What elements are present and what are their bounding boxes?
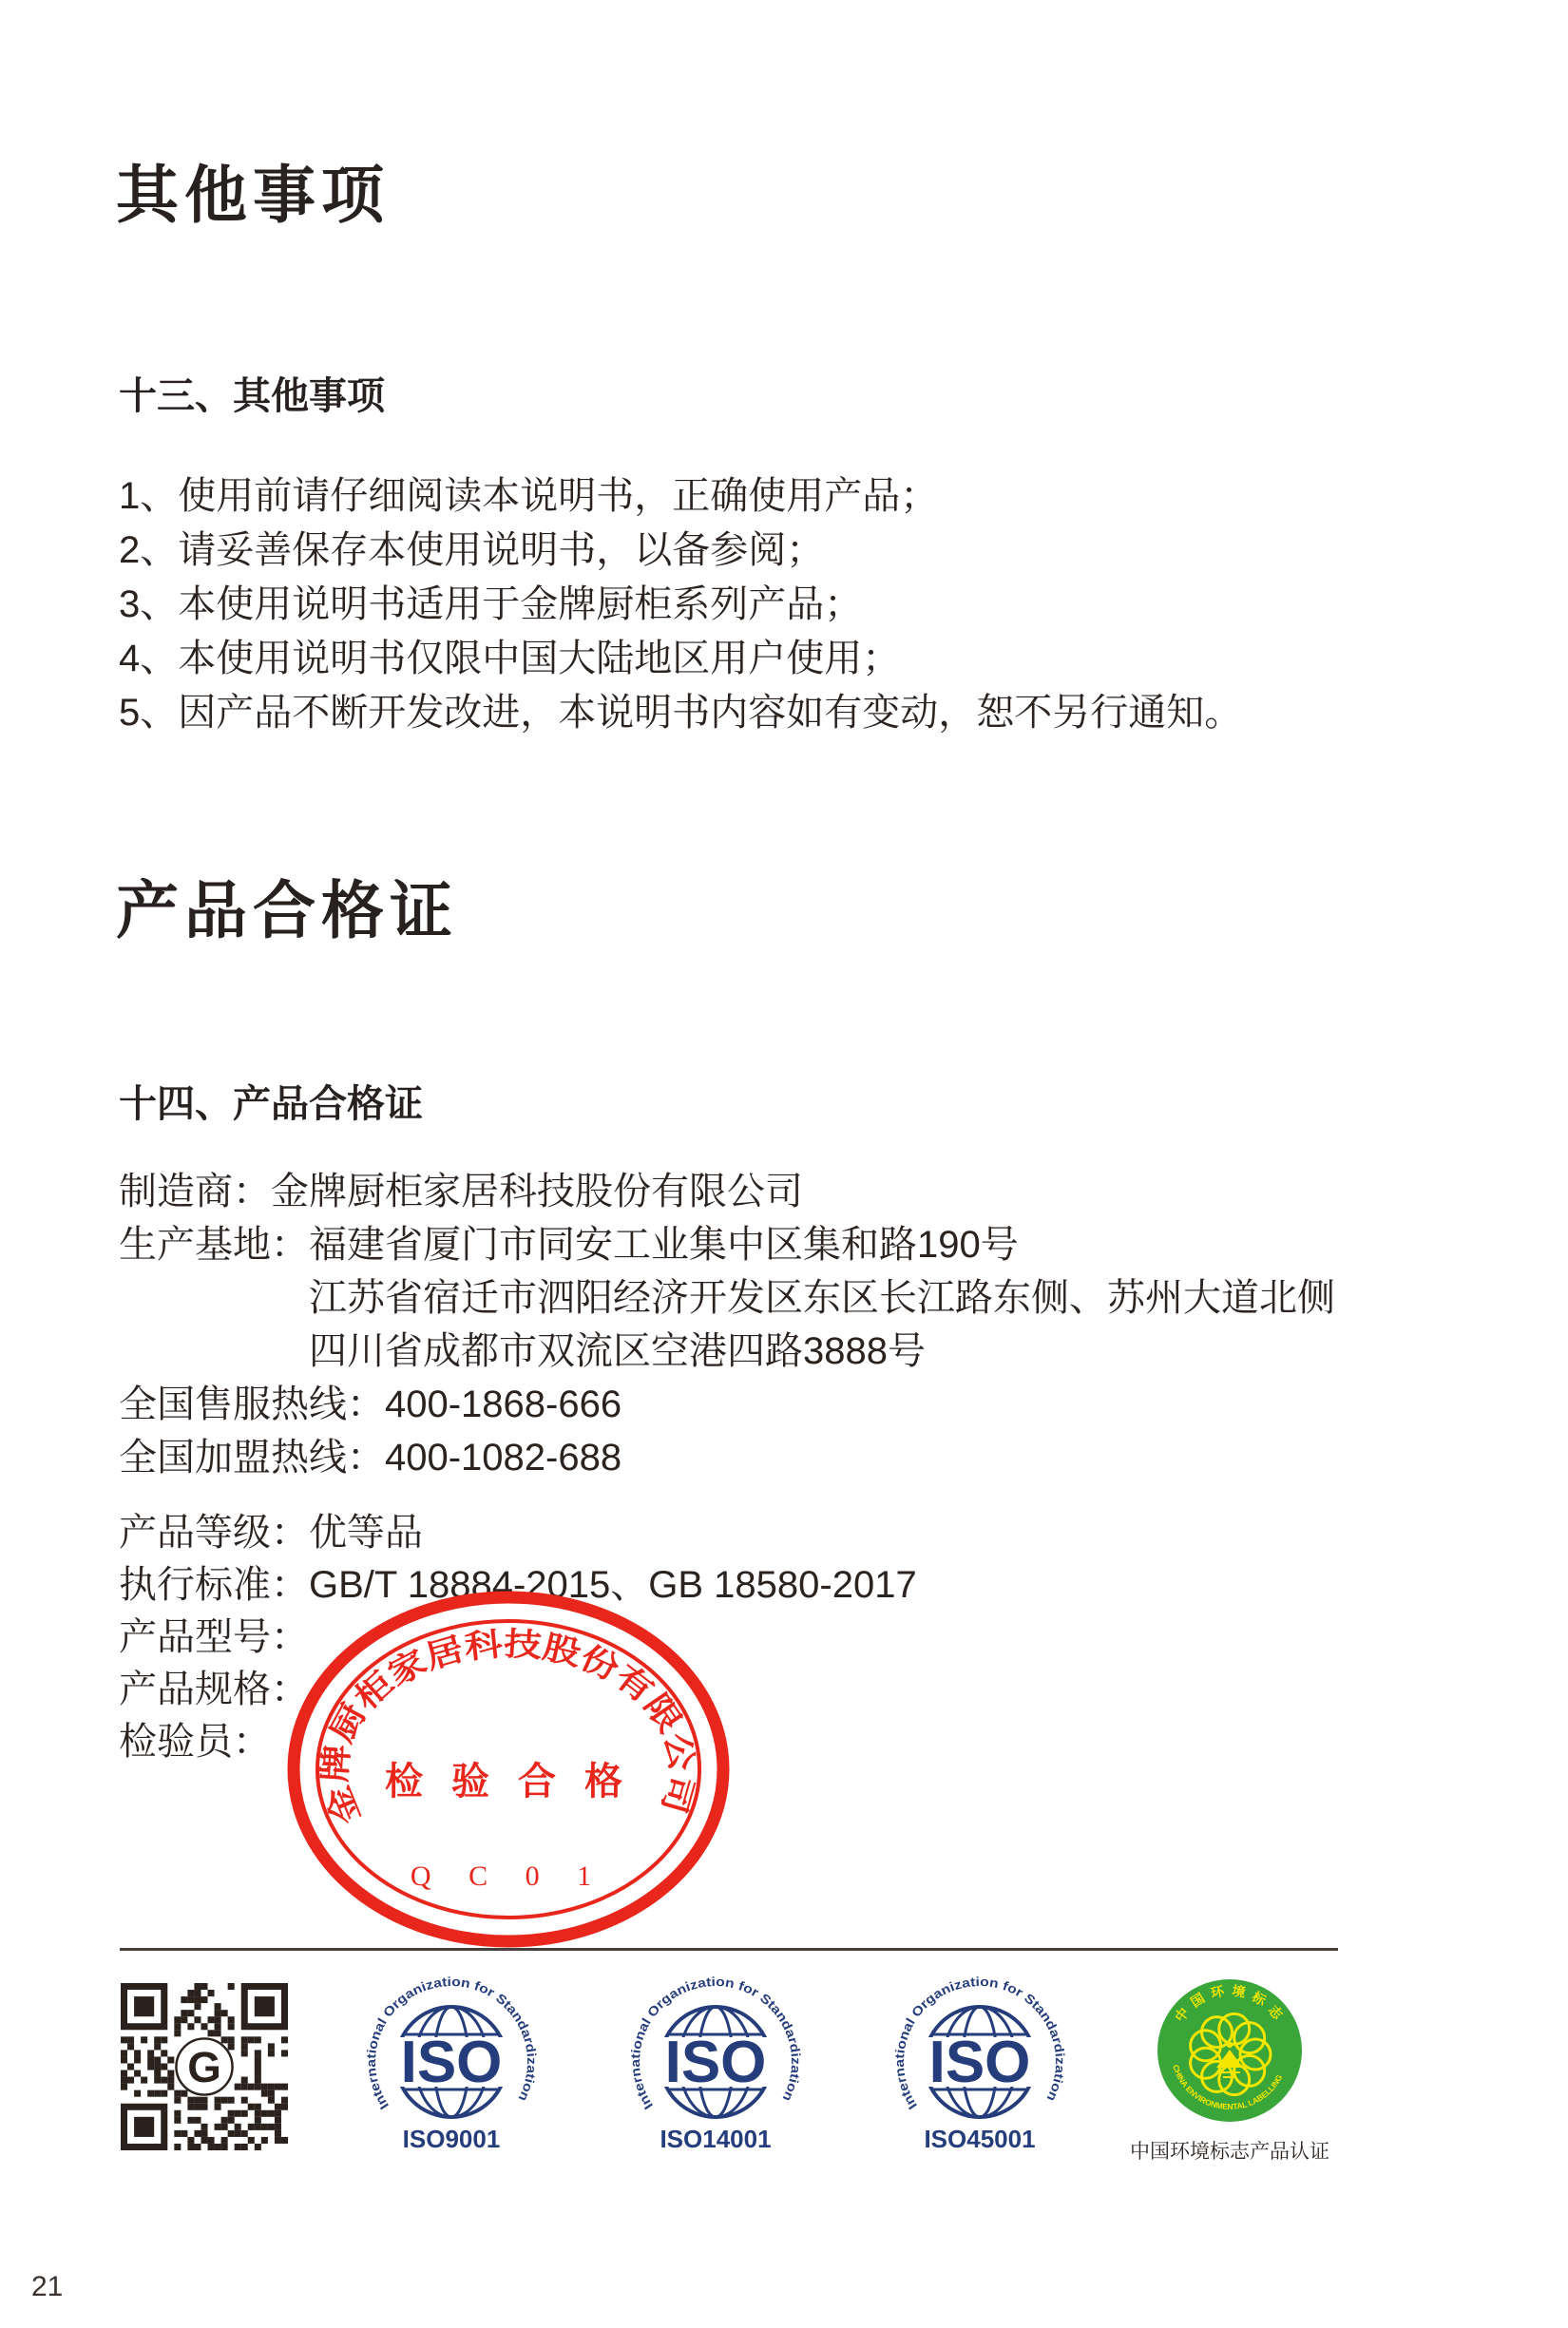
row-value: 优等品 — [309, 1512, 423, 1554]
row-value: 金牌厨柜家居科技股份有限公司 — [271, 1171, 803, 1212]
row-value: GB/T 18884-2015、GB 18580-2017 — [309, 1564, 917, 1606]
iso45001-label: ISO45001 — [924, 2125, 1036, 2153]
row-label: 产品型号： — [119, 1616, 309, 1658]
stamp-qc-code: Q C 0 1 — [410, 1860, 607, 1892]
stamp-center-text: 检 验 合 格 — [385, 1760, 632, 1803]
row-value: 四川省成都市双流区空港四路3888号 — [309, 1330, 926, 1372]
manufacturer-row — [119, 1165, 1335, 1218]
green-label-caption: 中国环境标志产品认证 — [1130, 2141, 1329, 2163]
row-label: 执行标准： — [119, 1564, 309, 1606]
production-base-row-3 — [119, 1325, 1335, 1378]
iso-arc-text: International Organization for Standardization — [627, 1974, 804, 2112]
product-grade-row — [119, 1507, 917, 1559]
iso9001-label: ISO9001 — [402, 2125, 501, 2153]
note-item-1: 1、使用前请仔细阅读本说明书，正确使用产品； — [119, 475, 939, 517]
note-item-2: 2、请妥善保存本使用说明书，以备参阅； — [119, 529, 825, 571]
row-label: 生产基地： — [119, 1224, 309, 1266]
row-label: 产品等级： — [119, 1512, 309, 1554]
row-label: 检验员： — [119, 1721, 271, 1763]
qr-center-letter: G — [187, 2043, 221, 2092]
row-label: 全国售服热线： — [119, 1383, 385, 1425]
row-value: 400-1868-666 — [385, 1383, 622, 1425]
note-item-4: 4、本使用说明书仅限中国大陆地区用户使用； — [119, 638, 901, 679]
service-hotline-row — [119, 1378, 1335, 1431]
green-arc-top-text: 中国环境标志 — [1171, 1982, 1286, 2025]
iso-word: ISO — [928, 2030, 1031, 2095]
qr-code — [121, 1983, 288, 2150]
row-value: 400-1082-688 — [385, 1437, 622, 1479]
notes-list — [119, 469, 1242, 740]
iso-arc-text: International Organization for Standardization — [363, 1974, 540, 2112]
iso14001-label: ISO14001 — [660, 2125, 772, 2153]
row-value: 江苏省宿迁市泗阳经济开发区东区长江路东侧、苏州大道北侧 — [309, 1277, 1335, 1319]
inspection-stamp — [285, 1589, 732, 1959]
green-arc-bottom-text: CHINA ENVIRONMENTAL LABELLING — [1171, 2063, 1285, 2112]
row-value: 福建省厦门市同安工业集中区集和路190号 — [309, 1224, 1019, 1266]
certificate-info-block — [119, 1165, 1335, 1484]
iso-word: ISO — [400, 2030, 503, 2095]
iso-arc-text: International Organization for Standardization — [891, 1974, 1068, 2112]
production-base-row-2 — [119, 1271, 1335, 1325]
section-heading-14: 十四、产品合格证 — [119, 1083, 423, 1125]
row-label: 产品规格： — [119, 1669, 309, 1710]
page-title-certificate: 产品合格证 — [116, 875, 458, 945]
franchise-hotline-row — [119, 1431, 1335, 1484]
note-item-5: 5、因产品不断开发改进，本说明书内容如有变动，恕不另行通知。 — [119, 692, 1243, 734]
stamp-company-arc-text: 金牌厨柜家居科技股份有限公司 — [317, 1627, 699, 1829]
page-title-other-matters: 其他事项 — [116, 160, 390, 230]
iso9001-logo — [328, 1969, 575, 2154]
row-label: 全国加盟热线： — [119, 1437, 385, 1479]
footer-divider-line — [120, 1948, 1338, 1951]
iso14001-logo — [592, 1969, 839, 2154]
china-environmental-label-logo — [1125, 1978, 1334, 2126]
iso45001-logo — [856, 1969, 1103, 2154]
section-heading-13: 十三、其他事项 — [119, 375, 385, 417]
page-number: 21 — [31, 2271, 64, 2302]
row-label: 制造商： — [119, 1171, 271, 1212]
iso-word: ISO — [664, 2030, 767, 2095]
production-base-row — [119, 1218, 1335, 1271]
note-item-3: 3、本使用说明书适用于金牌厨柜系列产品； — [119, 583, 863, 625]
